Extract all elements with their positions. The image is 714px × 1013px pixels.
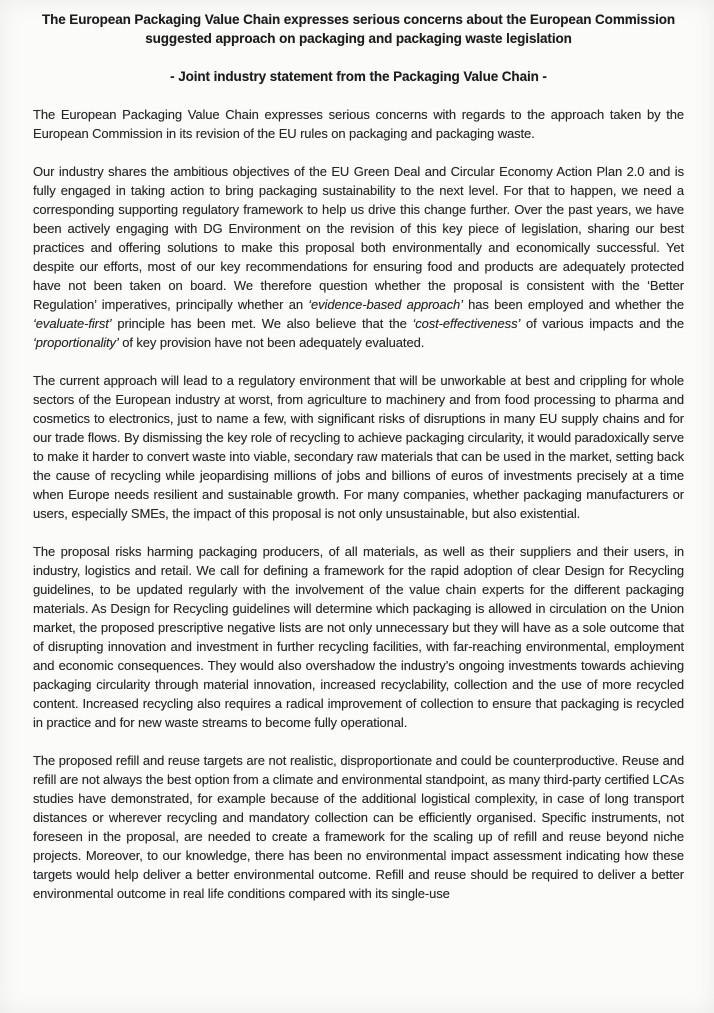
document-title	[33, 10, 684, 48]
document-subtitle: - Joint industry statement from the Packaging Value Chain -	[170, 69, 547, 84]
paragraph-refill-reuse: The proposed refill and reuse targets are not realistic, disproportionate and could be counterproductive. Reuse and refill are not always the best option from a climate and environmental standpoint, as many third-party certified LCAs studies have demonstrated, for example because of the additional logistical complexity, in case of long transport distances or wherever recycling and mandatory collection can be efficiently organised. Specific instruments, not foreseen in the proposal, are needed to create a framework for the scaling up of refill and reuse beyond niche projects. Moreover, to our knowledge, there has been no environmental impact assessment indicating how these targets would help deliver a better environmental outcome. Refill and reuse should be required to deliver a better environmental outcome in real life conditions compared with its single-use	[33, 753, 684, 901]
document-title-line-2: suggested approach on packaging and packaging waste legislation	[145, 31, 572, 46]
paragraph-intro: The European Packaging Value Chain expresses serious concerns with regards to the approach taken by the European Commission in its revision of the EU rules on packaging and packaging waste.	[33, 107, 684, 141]
paragraph-current-approach: The current approach will lead to a regulatory environment that will be unworkable at best and crippling for whole sectors of the European industry at worst, from agriculture to machinery and from food processing to pharma and cosmetics to electronics, just to name a few, with significant risks of disruptions in many EU supply chains and for our trade flows. By dismissing the key role of recycling to achieve packaging circularity, it would paradoxically serve to make it harder to convert waste into viable, secondary raw materials that can be used in the market, setting back the cause of recycling while jeopardising millions of jobs and billions of euros of investments precisely at a time when Europe needs resilient and sustainable growth. For many companies, whether packaging manufacturers or users, especially SMEs, the impact of this proposal is not only unsustainable, but also existential.	[33, 373, 684, 521]
document-title-line-1: The European Packaging Value Chain expresses serious concerns about the European Commission	[41, 12, 676, 27]
paragraph-better-regulation: Our industry shares the ambitious objectives of the EU Green Deal and Circular Economy Action Plan 2.0 and is fully engaged in taking action to bring packaging sustainability to the next level. For that to happen, we need a corresponding supporting regulatory framework to help us drive this change further. Over the past years, we have been actively engaging with DG Environment on the revision of this key piece of legislation, sharing our best practices and offering solutions to make this proposal both environmentally and economically successful. Yet despite our efforts, most of our key recommendations for ensuring food and products are adequately protected have not been taken on board. We therefore question whether the proposal is consistent with the ‘Better Regulation’ imperatives, principally whether an ‘evidence-based approach’ has been employed and whether the ‘evaluate-first’ principle has been met. We also believe that the ‘cost-effectiveness’ of various impacts and the ‘proportionality’ of key provision have not been adequately evaluated.	[33, 164, 684, 350]
document-body	[33, 105, 684, 903]
paragraph-proposal-risks: The proposal risks harming packaging producers, of all materials, as well as their suppliers and their users, in industry, logistics and retail. We call for defining a framework for the rapid adoption of clear Design for Recycling guidelines, to be updated regularly with the involvement of the value chain experts for the different packaging materials. As Design for Recycling guidelines will determine which packaging is allowed in circulation on the Union market, the proposed prescriptive negative lists are not only unnecessary but they will have as a sole outcome that of disrupting innovation and investment in further recycling facilities, with far-reaching environmental, employment and economic consequences. They would also overshadow the industry’s ongoing investments towards achieving packaging circularity through material innovation, increased recyclability, collection and the use of more recycled content. Increased recycling also requires a radical improvement of collection to ensure that packaging is recycled in practice and for new waste streams to become fully operational.	[33, 544, 684, 730]
